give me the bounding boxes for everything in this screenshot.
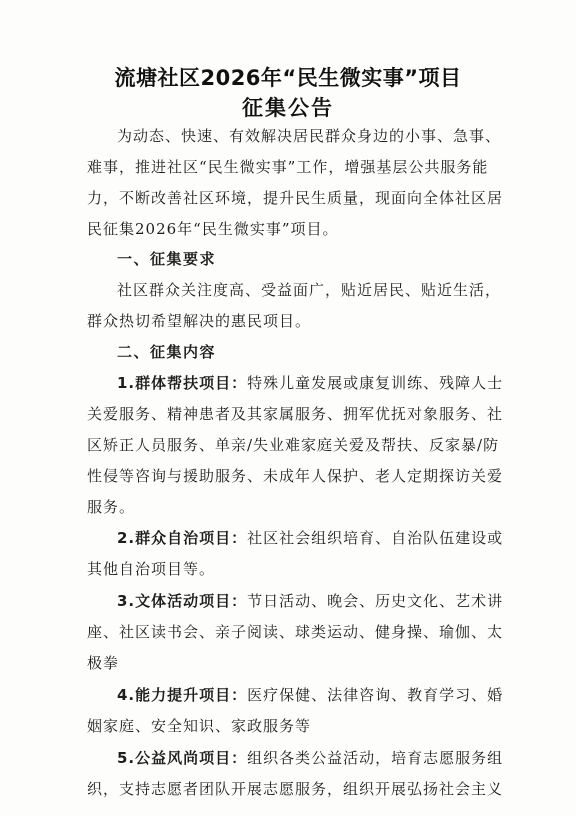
section-heading-content: 二、征集内容 bbox=[117, 343, 217, 361]
intro-line: 为动态、快速、有效解决居民群众身边的小事、急事、 bbox=[117, 127, 502, 145]
list-item-2 bbox=[117, 528, 503, 548]
list-item-5 bbox=[117, 748, 503, 768]
item-line: 区矫正人员服务、单亲/失业难家庭关爱及帮扶、反家暴/防 bbox=[87, 436, 500, 454]
item-line: 织，支持志愿者团队开展志愿服务，组织开展弘扬社会主义 bbox=[87, 780, 504, 798]
item-line: 极拳 bbox=[87, 654, 120, 672]
item-text: 医疗保健、法律咨询、教育学习、婚 bbox=[247, 686, 504, 704]
document-title: 流塘社区2026年“民生微实事”项目 bbox=[114, 66, 462, 90]
item-line: 其他自治项目等。 bbox=[87, 560, 216, 578]
intro-line: 力，不断改善社区环境，提升民生质量，现面向全体社区居 bbox=[87, 189, 504, 207]
item-line: 座、社区读书会、亲子阅读、球类运动、健身操、瑜伽、太 bbox=[87, 623, 504, 641]
item-line: 关爱服务、精神患者及其家属服务、拥军优抚对象服务、社 bbox=[87, 405, 504, 423]
item-label: 3.文体活动项目： bbox=[117, 592, 248, 610]
section-heading-requirements: 一、征集要求 bbox=[117, 250, 217, 268]
list-item-4 bbox=[117, 685, 503, 705]
item-text: 特殊儿童发展或康复训练、残障人士 bbox=[247, 374, 504, 392]
list-item-1 bbox=[117, 373, 503, 393]
item-label: 2.群众自治项目： bbox=[117, 529, 248, 547]
item-label: 1.群体帮扶项目： bbox=[117, 374, 248, 392]
item-text: 节日活动、晚会、历史文化、艺术讲 bbox=[247, 592, 504, 610]
item-text: 组织各类公益活动，培育志愿服务组 bbox=[247, 749, 504, 767]
item-label: 4.能力提升项目： bbox=[117, 686, 248, 704]
item-line: 姻家庭、安全知识、家政服务等 bbox=[87, 717, 312, 735]
item-line: 服务。 bbox=[87, 498, 136, 516]
item-text: 社区社会组织培育、自治队伍建设或 bbox=[247, 529, 504, 547]
item-line: 性侵等咨询与援助服务、未成年人保护、老人定期探访关爱 bbox=[87, 467, 504, 485]
intro-line: 难事，推进社区“民生微实事”工作，增强基层公共服务能 bbox=[87, 158, 489, 176]
item-label: 5.公益风尚项目： bbox=[117, 749, 248, 767]
section-line: 社区群众关注度高、受益面广，贴近居民、贴近生活， bbox=[117, 281, 502, 299]
list-item-3 bbox=[117, 591, 503, 611]
section-line: 群众热切希望解决的惠民项目。 bbox=[87, 312, 312, 330]
document-subtitle: 征集公告 bbox=[242, 96, 334, 120]
intro-line: 民征集2026年“民生微实事”项目。 bbox=[87, 220, 339, 238]
